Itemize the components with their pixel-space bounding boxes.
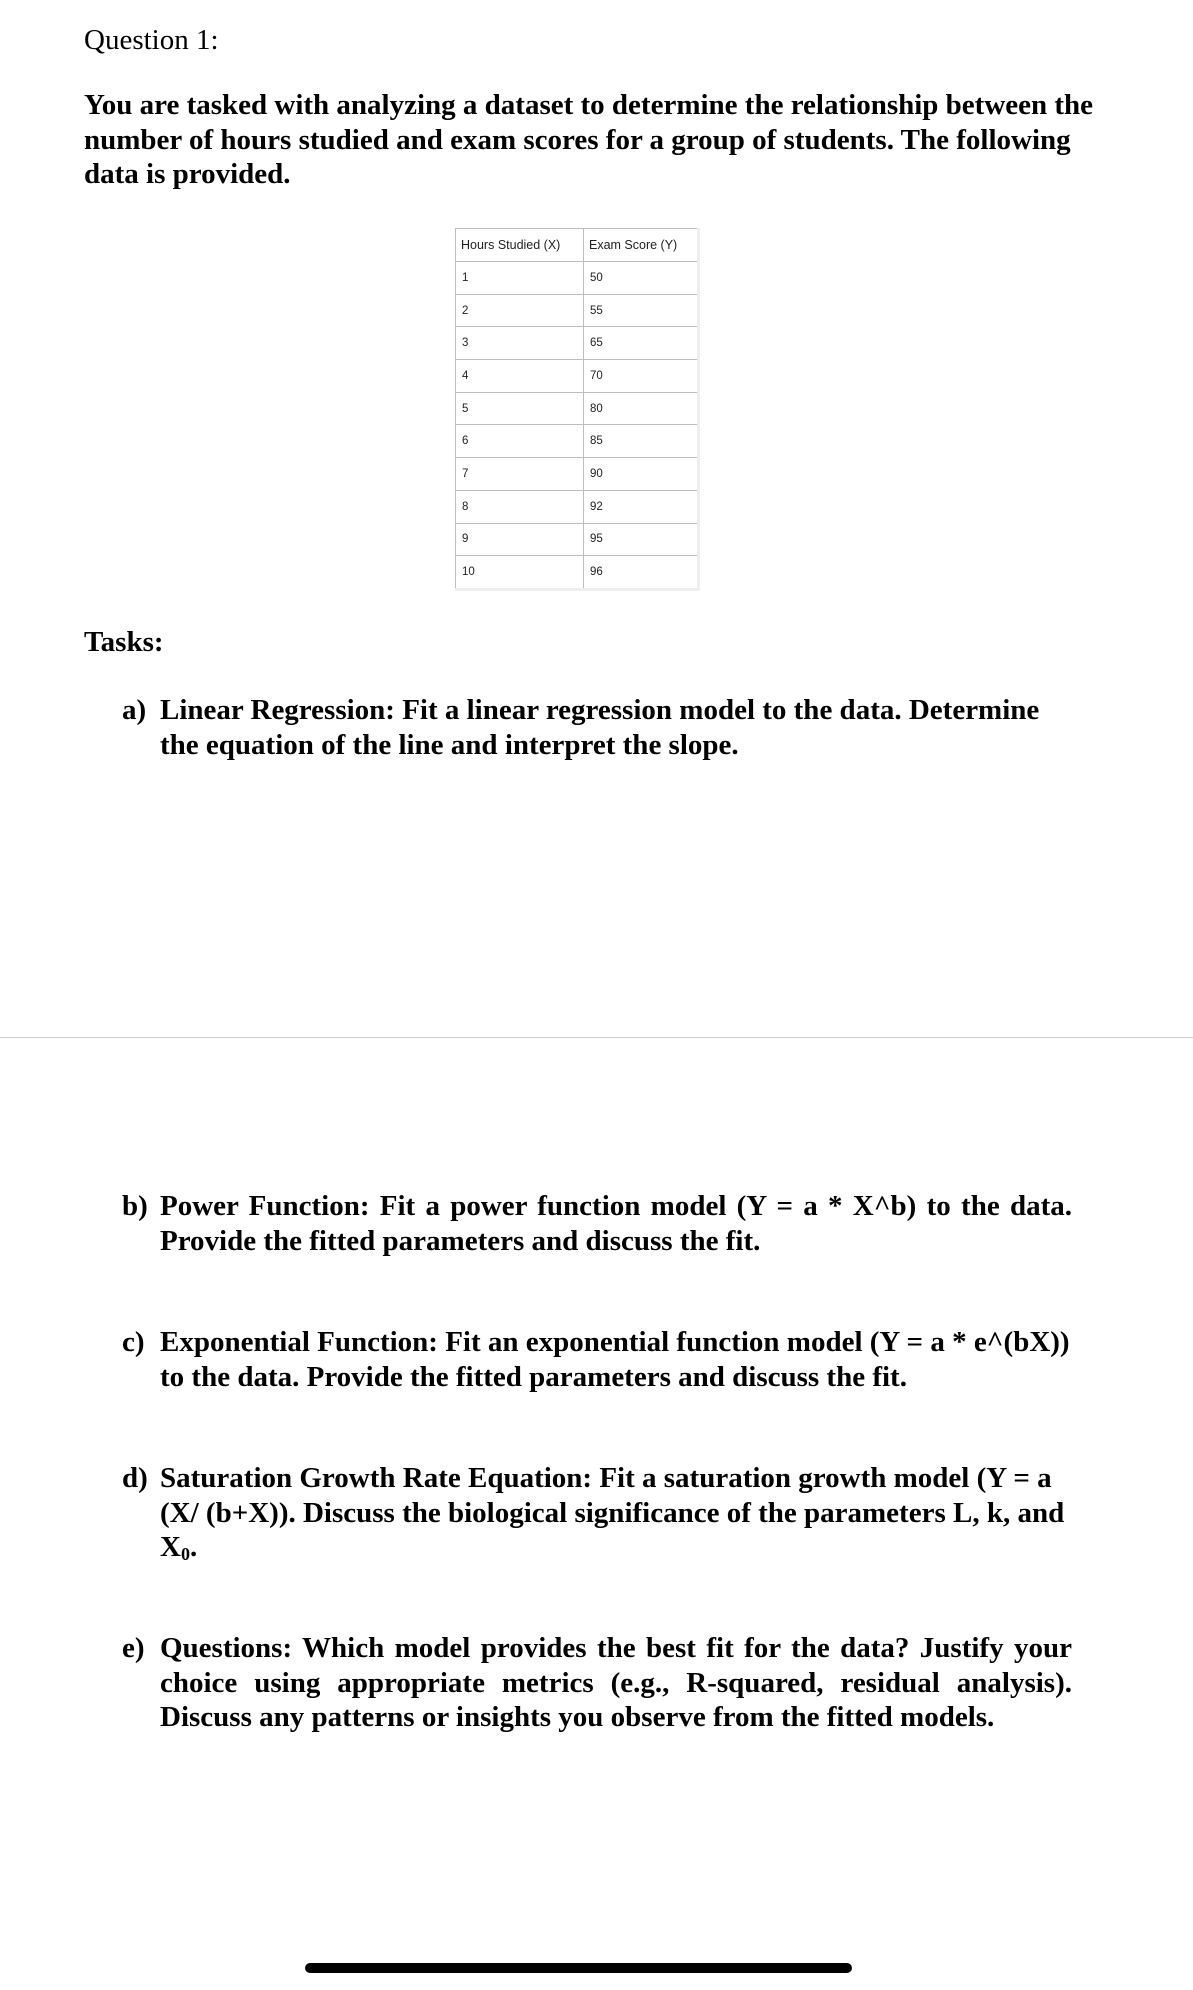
score-cell: 80 xyxy=(584,392,699,425)
task-c xyxy=(122,1325,1082,1394)
tasks-heading: Tasks: xyxy=(84,626,164,658)
score-cell: 50 xyxy=(584,262,699,295)
task-b-text: Power Function: Fit a power function model (Y = a * X^b) to the data. Provide the fitted parameters and discuss the fit. xyxy=(160,1190,1072,1257)
table-header-row xyxy=(456,229,699,262)
score-cell: 90 xyxy=(584,458,699,491)
task-e-text: Questions: Which model provides the best fit for the data? Justify your choice using appropriate metrics (e.g., R-squared, residual analysis). Discuss any patterns or insights you observe from the fitted models. xyxy=(160,1632,1072,1733)
hours-cell: 9 xyxy=(456,523,584,556)
question-title: Question 1: xyxy=(84,24,219,56)
table-row xyxy=(456,523,699,556)
score-cell: 70 xyxy=(584,360,699,393)
table-row xyxy=(456,556,699,590)
score-cell: 95 xyxy=(584,523,699,556)
data-table xyxy=(455,228,700,591)
task-a-letter: a) xyxy=(122,694,147,726)
task-a xyxy=(122,693,1062,762)
section-divider xyxy=(0,1037,1193,1038)
table-row xyxy=(456,392,699,425)
hours-cell: 6 xyxy=(456,425,584,458)
home-indicator-bar[interactable] xyxy=(305,1963,852,1973)
task-d-text: Saturation Growth Rate Equation: Fit a saturation growth model (Y = a (X/ (b+X)). Discuss the biological significance of the parameters L, k, and X xyxy=(160,1462,1065,1563)
header-hours-studied: Hours Studied (X) xyxy=(456,229,584,262)
task-d-letter: d) xyxy=(122,1462,148,1494)
question-intro: You are tasked with analyzing a dataset to determine the relationship between the number of hours studied and exam scores for a group of students. The following data is provided. xyxy=(84,89,1094,190)
task-a-text: Linear Regression: Fit a linear regression model to the data. Determine the equation of the line and interpret the slope. xyxy=(160,694,1040,761)
task-e-letter: e) xyxy=(122,1632,145,1664)
task-b xyxy=(122,1189,1072,1258)
task-c-text: Exponential Function: Fit an exponential function model (Y = a * e^(bX)) to the data. Provide the fitted parameters and discuss the fit. xyxy=(160,1326,1070,1393)
task-d-body xyxy=(160,1461,1077,1565)
table-row xyxy=(456,458,699,491)
score-cell: 92 xyxy=(584,490,699,523)
task-d xyxy=(122,1461,1077,1565)
table-row xyxy=(456,327,699,360)
task-d-text-end: . xyxy=(189,1531,198,1563)
hours-cell: 1 xyxy=(456,262,584,295)
header-exam-score: Exam Score (Y) xyxy=(584,229,699,262)
task-d-subscript: 0 xyxy=(180,1544,190,1564)
task-c-letter: c) xyxy=(122,1326,145,1358)
hours-cell: 7 xyxy=(456,458,584,491)
task-b-letter: b) xyxy=(122,1190,148,1222)
score-cell: 65 xyxy=(584,327,699,360)
hours-cell: 8 xyxy=(456,490,584,523)
score-cell: 55 xyxy=(584,294,699,327)
score-cell: 96 xyxy=(584,556,699,590)
table-row xyxy=(456,294,699,327)
table-row xyxy=(456,262,699,295)
hours-cell: 10 xyxy=(456,556,584,590)
hours-cell: 2 xyxy=(456,294,584,327)
table-row xyxy=(456,360,699,393)
hours-cell: 3 xyxy=(456,327,584,360)
hours-cell: 5 xyxy=(456,392,584,425)
table-row xyxy=(456,490,699,523)
task-e xyxy=(122,1631,1072,1735)
score-cell: 85 xyxy=(584,425,699,458)
hours-cell: 4 xyxy=(456,360,584,393)
table-row xyxy=(456,425,699,458)
